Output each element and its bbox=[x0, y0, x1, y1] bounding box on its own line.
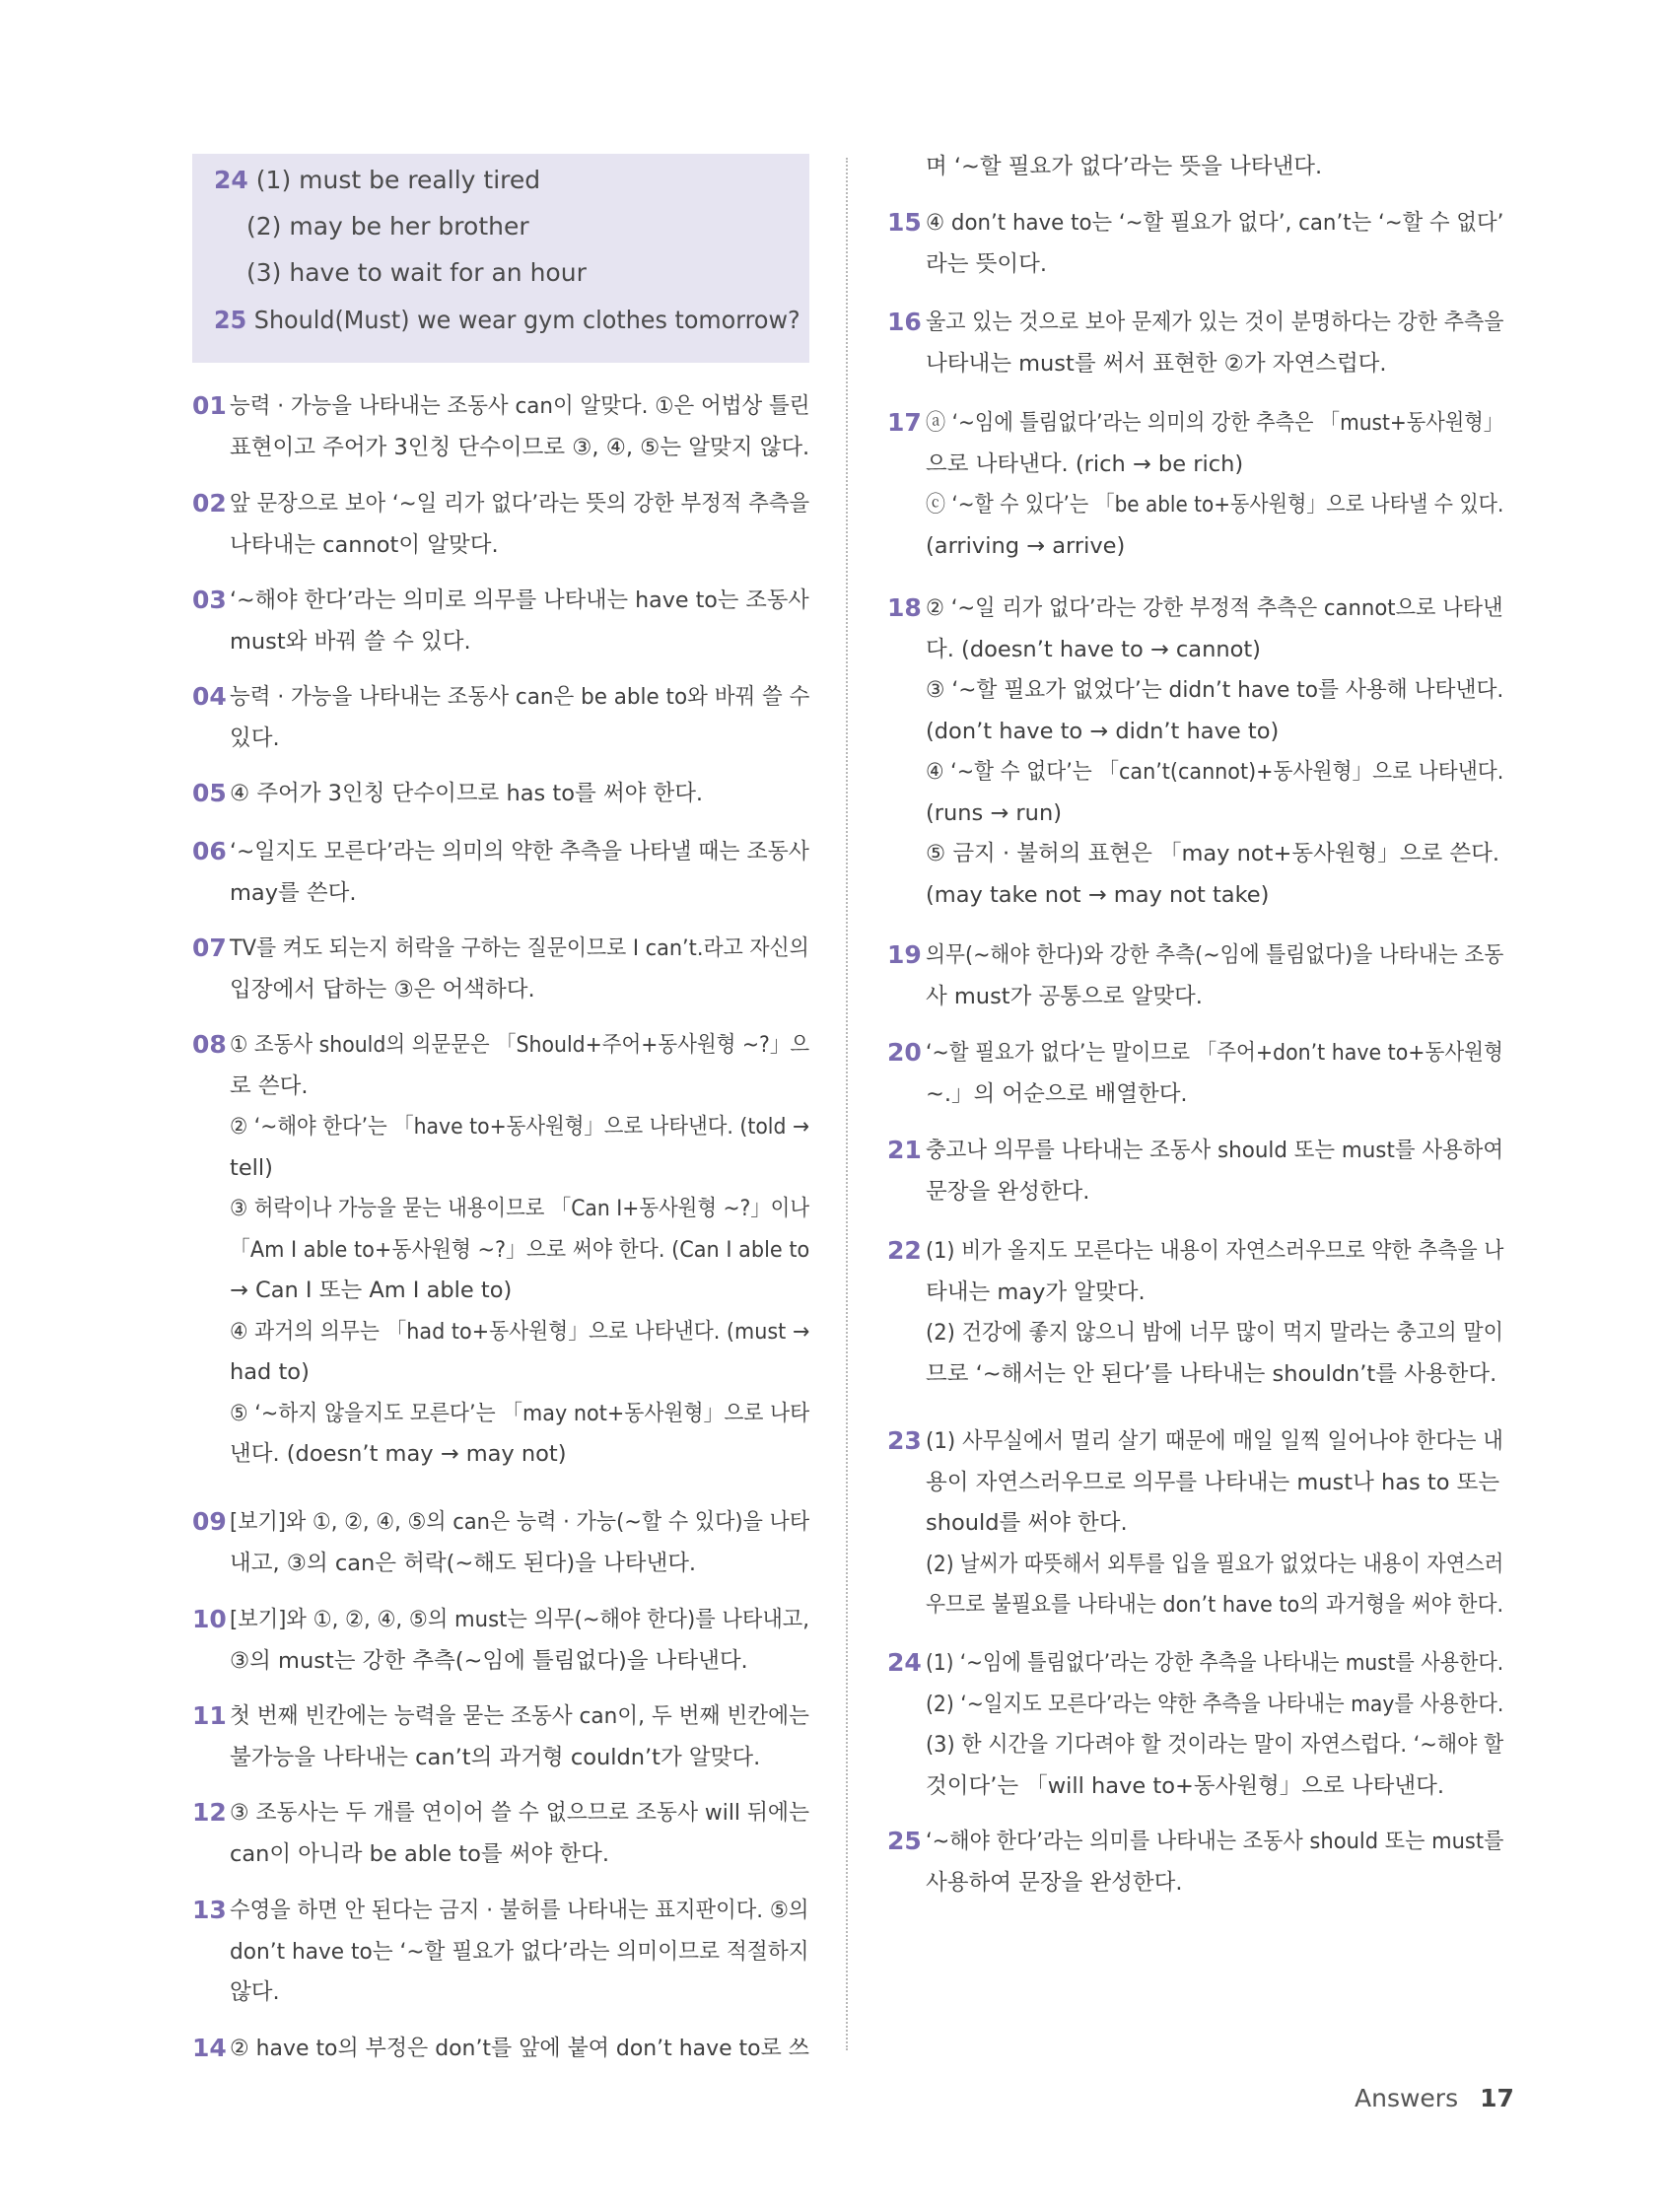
answer-line: ⑤ 금지 · 불허의 표현은 「may not+동사원형」으로 쓴다. bbox=[926, 841, 1500, 866]
answer-line: → Can I 또는 Am I able to) bbox=[230, 1278, 513, 1303]
answer-number: 07 bbox=[192, 933, 227, 962]
answer-line: (1) ‘~임에 틀림없다’라는 강한 추측을 나타내는 must를 사용한다. bbox=[926, 1650, 1504, 1676]
answer-line: ‘~해야 한다’라는 의미를 나타내는 조동사 should 또는 must를 bbox=[926, 1829, 1504, 1854]
answer-line: 낸다. (doesn’t may → may not) bbox=[230, 1441, 567, 1467]
answer-number: 14 bbox=[192, 2034, 227, 2062]
answer-number: 22 bbox=[887, 1236, 922, 1265]
answer-line: (1) 비가 올지도 모른다는 내용이 자연스러우므로 약한 추측을 나 bbox=[926, 1238, 1504, 1264]
answer-line: 사용하여 문장을 완성한다. bbox=[926, 1869, 1183, 1896]
answer-line: ② have to의 부정은 don’t를 앞에 붙여 don’t have to로 쓰 bbox=[230, 2036, 809, 2061]
answer-line: [보기]와 ①, ②, ④, ⑤의 can은 능력 · 가능(~할 수 있다)을 나타 bbox=[230, 1509, 810, 1535]
answer-line: (1) 사무실에서 멀리 살기 때문에 매일 일찍 일어나야 한다는 내 bbox=[926, 1428, 1503, 1454]
answer-number: 10 bbox=[192, 1605, 227, 1633]
answer-line: ③의 must는 강한 추측(~임에 틀림없다)을 나타낸다. bbox=[230, 1647, 748, 1674]
answer-line: 표현이고 주어가 3인칭 단수이므로 ③, ④, ⑤는 알맞지 않다. bbox=[230, 434, 810, 460]
answer-line: 나타내는 cannot이 알맞다. bbox=[230, 531, 499, 558]
answer-number: 12 bbox=[192, 1798, 227, 1827]
answer-line: 앞 문장으로 보아 ‘~일 리가 없다’라는 뜻의 강한 부정적 추측을 bbox=[230, 491, 810, 517]
column-divider bbox=[846, 158, 848, 2050]
answer-line: ③ 허락이나 가능을 묻는 내용이므로 「Can I+동사원형 ~?」이나 bbox=[230, 1196, 809, 1221]
answer-line: 의무(~해야 한다)와 강한 추측(~임에 틀림없다)을 나타내는 조동 bbox=[926, 942, 1504, 968]
answer-line: had to) bbox=[230, 1359, 310, 1385]
answer-number: 21 bbox=[887, 1136, 922, 1164]
summary-text: Should(Must) we wear gym clothes tomorrow? bbox=[253, 306, 800, 334]
answer-line: 나타내는 must를 써서 표현한 ②가 자연스럽다. bbox=[926, 350, 1387, 377]
answer-line: 능력 · 가능을 나타내는 조동사 can은 be able to와 바꿔 쓸 수 bbox=[230, 684, 810, 710]
summary-text: (2) may be her brother bbox=[246, 212, 529, 241]
answer-line: (arriving → arrive) bbox=[926, 532, 1126, 559]
footer-label: Answers bbox=[1355, 2084, 1459, 2112]
page-footer bbox=[1355, 2082, 1514, 2115]
answer-line: ④ 주어가 3인칭 단수이므로 has to를 써야 한다. bbox=[230, 781, 704, 806]
answer-line: may를 쓴다. bbox=[230, 879, 357, 906]
answer-line: 수영을 하면 안 된다는 금지 · 불허를 나타내는 표지판이다. ⑤의 bbox=[230, 1898, 809, 1923]
answer-line: (may take not → may not take) bbox=[926, 881, 1270, 908]
answer-number: 09 bbox=[192, 1507, 227, 1536]
answer-line: can이 아니라 be able to를 써야 한다. bbox=[230, 1840, 609, 1867]
answer-line: 우므로 불필요를 나타내는 don’t have to의 과거형을 써야 한다. bbox=[926, 1592, 1504, 1618]
answer-line: 울고 있는 것으로 보아 문제가 있는 것이 분명하다는 강한 추측을 bbox=[926, 310, 1504, 335]
answer-line: 불가능을 나타내는 can’t의 과거형 couldn’t가 알맞다. bbox=[230, 1744, 761, 1770]
page-number: 17 bbox=[1480, 2084, 1514, 2112]
answer-line: ③ 조동사는 두 개를 연이어 쓸 수 없으므로 조동사 will 뒤에는 bbox=[230, 1800, 810, 1826]
answer-line: ‘~해야 한다’라는 의미로 의무를 나타내는 have to는 조동사 bbox=[230, 588, 809, 613]
answer-line: (2) 날씨가 따뜻해서 외투를 입을 필요가 없었다는 내용이 자연스러 bbox=[926, 1551, 1504, 1577]
answer-line: should를 써야 한다. bbox=[926, 1510, 1128, 1536]
answer-number: 24 bbox=[887, 1648, 922, 1677]
answer-number: 02 bbox=[192, 489, 227, 518]
answer-line: 능력 · 가능을 나타내는 조동사 can이 알맞다. ①은 어법상 틀린 bbox=[230, 393, 810, 419]
answer-number: 25 bbox=[887, 1827, 922, 1855]
summary-line bbox=[246, 258, 587, 288]
answer-line: 내고, ③의 can은 허락(~해도 된다)을 나타낸다. bbox=[230, 1550, 697, 1576]
answer-line: [보기]와 ①, ②, ④, ⑤의 must는 의무(~해야 한다)를 나타내고, bbox=[230, 1607, 809, 1632]
answer-line: (2) 건강에 좋지 않으니 밤에 너무 많이 먹지 말라는 충고의 말이 bbox=[926, 1320, 1504, 1346]
answer-line: 있다. bbox=[230, 725, 280, 751]
answer-number: 11 bbox=[192, 1701, 227, 1730]
answer-line: 로 쓴다. bbox=[230, 1072, 309, 1099]
summary-text: (3) have to wait for an hour bbox=[246, 258, 587, 287]
answer-line: 입장에서 답하는 ③은 어색하다. bbox=[230, 976, 535, 1002]
answer-number: 15 bbox=[887, 208, 922, 237]
answer-number: 05 bbox=[192, 779, 227, 807]
answer-number: 04 bbox=[192, 682, 227, 711]
answer-line: ② ‘~해야 한다’는 「have to+동사원형」으로 나타낸다. (told → bbox=[230, 1114, 809, 1140]
summary-number: 25 bbox=[214, 306, 247, 334]
answer-number: 17 bbox=[887, 408, 922, 437]
answer-line: ③ ‘~할 필요가 없었다’는 didn’t have to를 사용해 나타낸다. bbox=[926, 677, 1504, 703]
answer-number: 23 bbox=[887, 1426, 922, 1455]
answer-line: 다. (doesn’t have to → cannot) bbox=[926, 636, 1261, 662]
answer-line: 「Am I able to+동사원형 ~?」으로 써야 한다. (Can I able to bbox=[230, 1236, 810, 1263]
summary-line bbox=[246, 212, 529, 242]
answer-line: TV를 켜도 되는지 허락을 구하는 질문이므로 I can’t.라고 자신의 bbox=[230, 935, 809, 961]
summary-number: 24 bbox=[214, 166, 248, 194]
answer-line: ④ 과거의 의무는 「had to+동사원형」으로 나타낸다. (must → bbox=[230, 1318, 810, 1345]
answer-line: ⑤ ‘~하지 않을지도 모른다’는 「may not+동사원형」으로 나타 bbox=[230, 1400, 810, 1426]
answer-number: 03 bbox=[192, 586, 227, 614]
answer-line: 타내는 may가 알맞다. bbox=[926, 1279, 1146, 1305]
answer-number: 16 bbox=[887, 308, 922, 336]
answer-number: 06 bbox=[192, 837, 227, 865]
answer-line: 라는 뜻이다. bbox=[926, 250, 1047, 277]
answer-line: ⓒ ‘~할 수 있다’는 「be able to+동사원형」으로 나타낼 수 있다. bbox=[926, 492, 1504, 518]
summary-line bbox=[214, 166, 540, 195]
answer-line: 며 ‘~할 필요가 없다’라는 뜻을 나타낸다. bbox=[926, 154, 1323, 179]
answer-line: tell) bbox=[230, 1154, 273, 1181]
answer-number: 20 bbox=[887, 1038, 922, 1067]
answer-line: 므로 ‘~해서는 안 된다’를 나타내는 shouldn’t를 사용한다. bbox=[926, 1360, 1497, 1387]
answer-line: must와 바꿔 쓸 수 있다. bbox=[230, 628, 471, 655]
answer-line: ‘~할 필요가 없다’는 말이므로 「주어+don’t have to+동사원형 bbox=[926, 1040, 1503, 1066]
answer-number: 08 bbox=[192, 1030, 227, 1059]
answer-line: ② ‘~일 리가 없다’라는 강한 부정적 추측은 cannot으로 나타낸 bbox=[926, 595, 1503, 621]
summary-line bbox=[214, 306, 800, 335]
answer-line: 것이다’는 「will have to+동사원형」으로 나타낸다. bbox=[926, 1772, 1445, 1799]
answer-line: don’t have to는 ‘~할 필요가 없다’라는 의미이므로 적절하지 bbox=[230, 1938, 809, 1965]
answer-line: 문장을 완성한다. bbox=[926, 1178, 1090, 1205]
answer-line: 않다. bbox=[230, 1979, 280, 2005]
answer-line: 으로 나타낸다. (rich → be rich) bbox=[926, 450, 1244, 477]
answer-line: 사 must가 공통으로 알맞다. bbox=[926, 983, 1203, 1009]
answer-line: (3) 한 시간을 기다려야 할 것이라는 말이 자연스럽다. ‘~해야 할 bbox=[926, 1732, 1504, 1758]
answer-number: 01 bbox=[192, 391, 227, 420]
answer-line: ~.」의 어순으로 배열한다. bbox=[926, 1080, 1188, 1107]
answer-number: 13 bbox=[192, 1896, 227, 1924]
answer-line: (don’t have to → didn’t have to) bbox=[926, 718, 1280, 744]
answer-line: 용이 자연스러우므로 의무를 나타내는 must나 has to 또는 bbox=[926, 1469, 1500, 1495]
answer-line: (2) ‘~일지도 모른다’라는 약한 추측을 나타내는 may를 사용한다. bbox=[926, 1691, 1504, 1717]
answer-line: ‘~일지도 모른다’라는 의미의 약한 추측을 나타낼 때는 조동사 bbox=[230, 839, 809, 864]
answer-line: ① 조동사 should의 의문문은 「Should+주어+동사원형 ~?」으 bbox=[230, 1032, 810, 1058]
summary-text: (1) must be really tired bbox=[255, 166, 541, 194]
answer-line: 첫 번째 빈칸에는 능력을 묻는 조동사 can이, 두 번째 빈칸에는 bbox=[230, 1703, 809, 1729]
answer-line: ④ don’t have to는 ‘~할 필요가 없다’, can’t는 ‘~할 수 없다’ bbox=[926, 210, 1504, 236]
answer-number: 18 bbox=[887, 593, 922, 622]
answer-line: (runs → run) bbox=[926, 799, 1062, 826]
answer-number: 19 bbox=[887, 940, 922, 969]
answer-line: 충고나 의무를 나타내는 조동사 should 또는 must를 사용하여 bbox=[926, 1138, 1504, 1163]
answer-line: ⓐ ‘~임에 틀림없다’라는 의미의 강한 추측은 「must+동사원형」 bbox=[926, 410, 1503, 436]
answer-line: ④ ‘~할 수 없다’는 「can’t(cannot)+동사원형」으로 나타낸다. bbox=[926, 759, 1504, 785]
